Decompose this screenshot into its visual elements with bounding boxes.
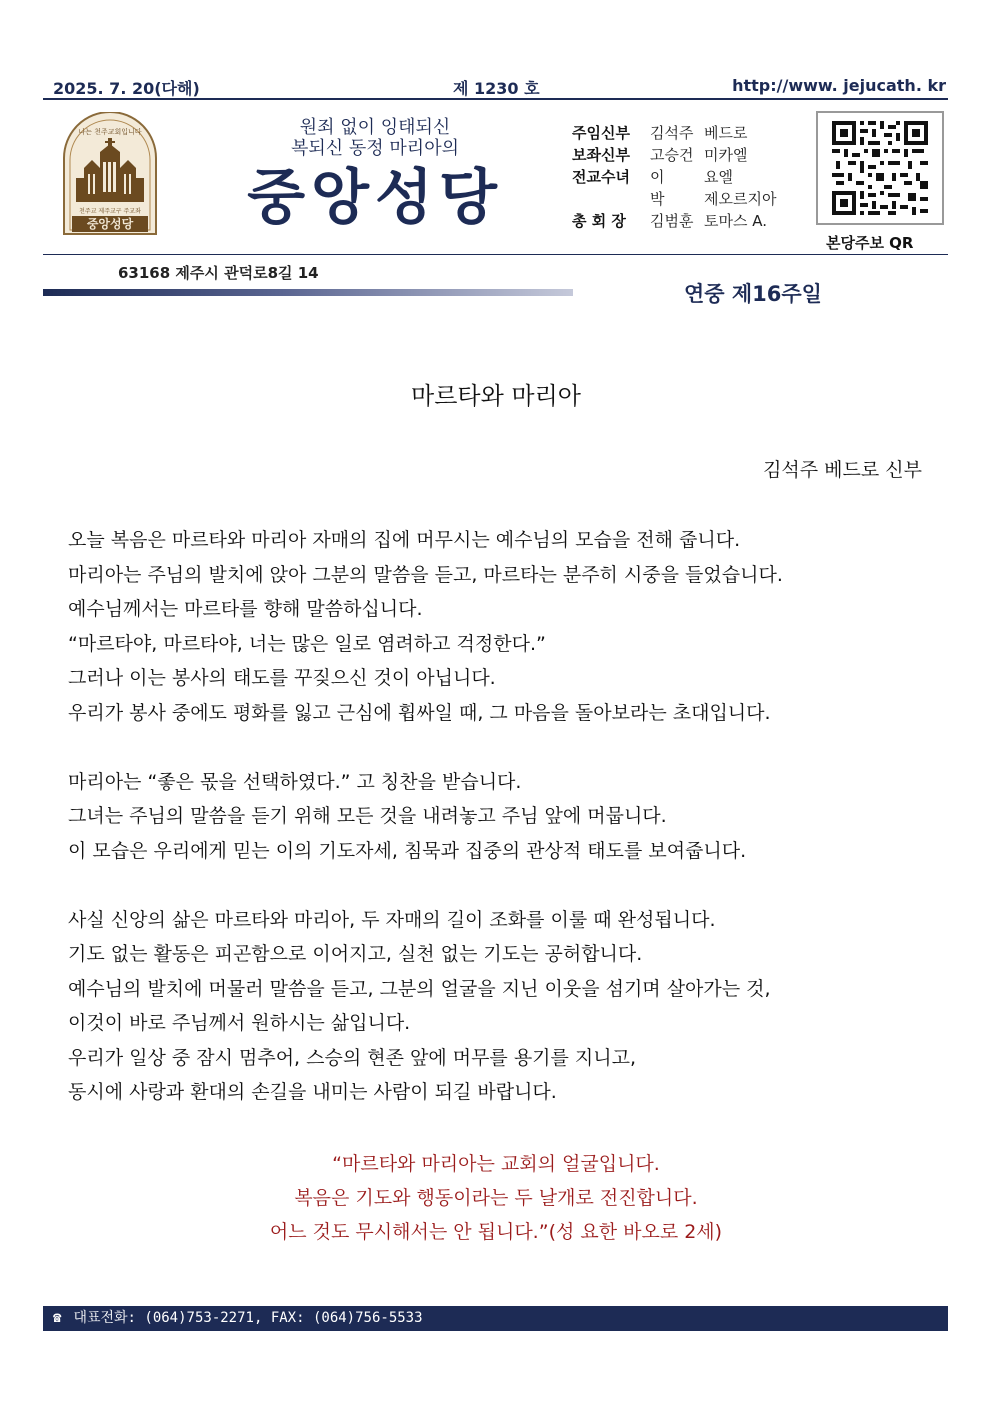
body-line: 기도 없는 활동은 피곤함으로 이어지고, 실천 없는 기도는 공허합니다.: [68, 943, 643, 965]
contact-info: 대표전화: (064)753-2271, FAX: (064)756-5533: [73, 1310, 423, 1326]
article-title: 마르타와 마리아: [411, 382, 581, 410]
body-line: 마리아는 주님의 발치에 앉아 그분의 말씀을 듣고, 마르타는 분주히 시중을 들었습니다.: [68, 563, 783, 586]
subtitle-line-1: 원죄 없이 잉태되신: [299, 117, 451, 138]
logo-text-top: 나는 천주교회입니다: [78, 128, 142, 136]
liturgical-week: 연중 제16주일: [684, 282, 822, 306]
staff-baptismal-name: 제오르지아: [704, 190, 777, 208]
website-link[interactable]: http://www. jejucath. kr: [732, 76, 946, 95]
footer-contact-bar: [43, 1306, 948, 1331]
staff-list: [572, 122, 776, 232]
top-info-bar: [43, 72, 948, 100]
staff-name: 박: [650, 190, 665, 208]
staff-baptismal-name: 토마스 A.: [704, 212, 768, 230]
staff-row: [572, 166, 776, 188]
logo-text-mid: 천주교 제주교구 주교좌: [79, 208, 141, 215]
staff-name: 고승건: [650, 146, 694, 164]
staff-baptismal-name: 요엘: [704, 168, 733, 186]
body-line: 예수님께서는 마르타를 향해 말씀하십니다.: [68, 598, 423, 620]
body-line: 우리가 일상 중 잠시 멈추어, 스승의 현존 앞에 머무를 용기를 지니고,: [68, 1046, 637, 1069]
issue-number: 제 1230 호: [453, 79, 540, 98]
phone-icon: ☎: [53, 1310, 62, 1326]
church-logo: [62, 112, 158, 236]
body-line: 동시에 사랑과 환대의 손길을 내미는 사람이 되길 바랍니다.: [68, 1081, 557, 1103]
logo-church-name: 중앙성당: [86, 217, 134, 231]
staff-name: 김석주: [650, 124, 694, 142]
paragraph: [68, 523, 938, 730]
staff-row: [572, 210, 776, 232]
article-author: 김석주 베드로 신부: [763, 459, 922, 481]
body-line: 예수님의 발치에 머물러 말씀을 듣고, 그분의 얼굴을 지닌 이웃을 섬기며 살아가는 것,: [68, 977, 771, 1000]
qr-label: 본당주보 QR: [826, 234, 914, 252]
staff-role: 총 회 장: [572, 212, 626, 230]
body-line: 이것이 바로 주님께서 원하시는 삶입니다.: [68, 1012, 411, 1034]
body-line: 이 모습은 우리에게 믿는 이의 기도자세, 침묵과 집중의 관상적 태도를 보여줍니다.: [68, 839, 747, 862]
staff-role: 보좌신부: [572, 146, 630, 164]
gradient-bar: [43, 289, 573, 296]
paragraph-gap: [68, 868, 938, 903]
qr-code-icon: [818, 113, 942, 223]
staff-row: [572, 122, 776, 144]
body-line: 그녀는 주님의 말씀을 듣기 위해 모든 것을 내려놓고 주님 앞에 머뭅니다.: [68, 805, 667, 827]
quote-line: 어느 것도 무시해서는 안 됩니다.”(성 요한 바오로 2세): [269, 1221, 723, 1243]
paragraph: [68, 903, 938, 1110]
church-address: 63168 제주시 관덕로8길 14: [118, 264, 319, 282]
staff-baptismal-name: 미카엘: [704, 146, 748, 164]
staff-row: [572, 188, 776, 210]
paragraph: [68, 765, 938, 869]
qr-code[interactable]: [816, 111, 944, 225]
body-line: 오늘 복음은 마르타와 마리아 자매의 집에 머무시는 예수님의 모습을 전해 줍니다.: [68, 529, 741, 551]
staff-name: 김범훈: [650, 212, 694, 230]
body-line: 마리아는 “좋은 몫을 선택하였다.” 고 칭찬을 받습니다.: [68, 770, 522, 793]
quote-line: “마르타와 마리아는 교회의 얼굴입니다.: [332, 1153, 660, 1175]
article-body: [68, 523, 938, 1110]
staff-row: [572, 144, 776, 166]
body-line: 우리가 봉사 중에도 평화를 잃고 근심에 휩싸일 때, 그 마음을 돌아보라는 초대입니다.: [68, 701, 771, 724]
paragraph-gap: [68, 730, 938, 765]
staff-name: 이: [650, 168, 665, 186]
header-divider: [43, 254, 948, 255]
staff-role: [572, 188, 650, 210]
church-title: 중앙성당: [247, 163, 503, 233]
closing-quote: [0, 1147, 992, 1249]
subtitle-line-2: 복되신 동정 마리아의: [291, 138, 459, 159]
staff-baptismal-name: 베드로: [704, 124, 748, 142]
body-line: 사실 신앙의 삶은 마르타와 마리아, 두 자매의 길이 조화를 이룰 때 완성됩니다.: [68, 908, 716, 931]
staff-role: 전교수녀: [572, 168, 630, 186]
quote-line: 복음은 기도와 행동이라는 두 날개로 전진합니다.: [294, 1187, 698, 1209]
body-line: 그러나 이는 봉사의 태도를 꾸짖으신 것이 아닙니다.: [68, 667, 496, 689]
body-line: “마르타야, 마르타야, 너는 많은 일로 염려하고 걱정한다.”: [68, 632, 546, 655]
issue-date: 2025. 7. 20(다해): [53, 79, 200, 98]
staff-role: 주임신부: [572, 124, 630, 142]
